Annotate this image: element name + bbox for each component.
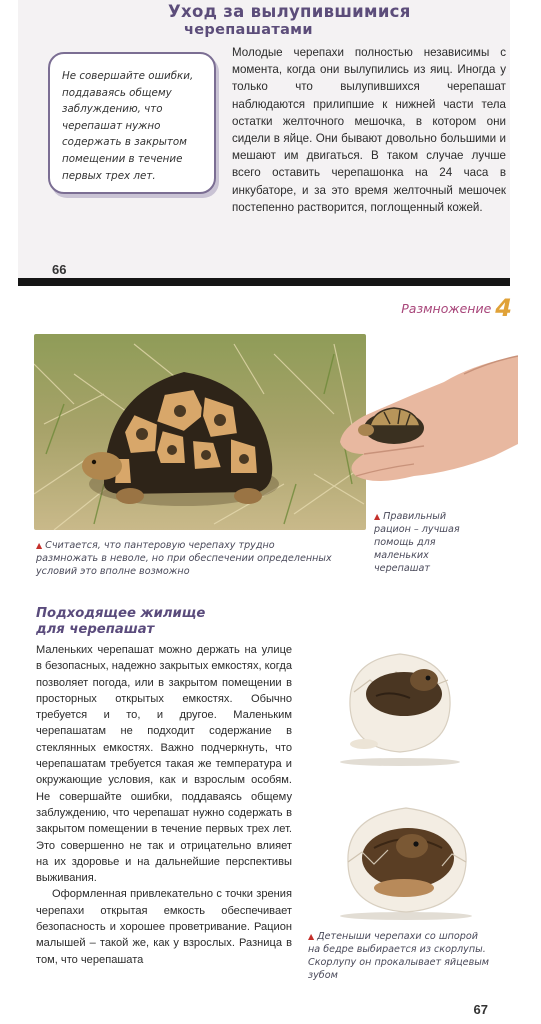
body-text-66: Молодые черепахи полностью независимы с момента, когда они вылупились из яиц. Иногда у только что вылупившихся черепашат наблюдаются прилипшие к нижней части тела остатки желточного мешочка, в котором они сидели в яйце. Они бывают довольно большими и мешают им двигаться. В таком случае лучше всего оставить черепашонка на 24 часа в инкубаторе, и за это время желточный мешочек постепенно растворится, поглощенный кожей. <box>232 46 506 214</box>
page-66 <box>18 0 510 278</box>
hand-illustration <box>304 316 518 508</box>
photo-caption-eggs <box>308 930 490 982</box>
page-67 <box>22 286 518 1024</box>
tip-callout-text: Не совершайте ошибки, поддаваясь общему заблуждению, что черепашат нужно содержать в закрытом помещении в течение первых трех лет. <box>62 70 194 182</box>
tip-callout-box <box>48 52 216 194</box>
subheading-line-1: Подходящее жилище <box>36 606 206 621</box>
triangle-up-icon: ▲ <box>374 512 381 521</box>
body-paragraph-2: Оформленная привлекательно с точки зрения черепахи открытая емкость обеспечивает безопасность и хорошее проветривание. Рацион малышей – такой же, как у взрослых. Разница в том, что черепашата <box>36 888 292 966</box>
page-title <box>168 2 458 40</box>
egg-illustration-2 <box>318 786 494 922</box>
hatching-egg-photo-2 <box>318 786 494 922</box>
subheading-line-2: для черепашат <box>36 622 155 637</box>
photo-caption-hand <box>374 510 484 575</box>
hand-holding-hatchling-photo <box>304 316 518 508</box>
caption-hand-text: Правильный рацион – лучшая помощь для маленьких черепашат <box>374 511 460 574</box>
title-line-1: Уход за вылупившимися <box>168 2 411 21</box>
hatching-egg-photo-1 <box>320 636 480 766</box>
caption-eggs-text: Детеныши черепахи со шпорой на бедре выбирается из скорлупы. Скорлупу он прокалывает яйцевым зубом <box>308 931 490 981</box>
body-text-67 <box>36 642 292 968</box>
page-number-66: 66 <box>52 262 67 277</box>
page-divider <box>18 278 510 286</box>
section-number: 4 <box>495 294 512 322</box>
caption-main-text: Считается, что пантеровую черепаху трудно размножать в неволе, но при обеспечении определенных условий это вполне возможно <box>36 540 332 577</box>
section-label: Размножение <box>401 300 492 316</box>
page-number-67: 67 <box>473 1002 488 1017</box>
subheading <box>36 606 276 638</box>
egg-illustration-1 <box>320 636 480 766</box>
body-paragraph-1: Маленьких черепашат можно держать на улице в безопасных, надежно закрытых емкостях, когда позволяет погода, или в закрытом помещении в просторных открытых емкостях. Обычно требуется и то, и другое. Маленьким черепашатам не подходит содержание в стеклянных емкостях. Важно подчеркнуть, что черепашатам требуется такая же температура и окружающие условия, как и взрослым особям. Не совершайте ошибки, поддаваясь общему заблуждению, что черепашат нужно содержать в закрытом помещении в течение первых трех лет. Это совершенно не так и отрицательно влияет на их здоровье и на дальнейшие перспективы выживания. <box>36 644 292 885</box>
triangle-up-icon: ▲ <box>36 541 43 550</box>
triangle-up-icon: ▲ <box>308 932 315 941</box>
title-line-2: черепашатами <box>184 22 313 38</box>
photo-caption-main <box>36 539 336 578</box>
